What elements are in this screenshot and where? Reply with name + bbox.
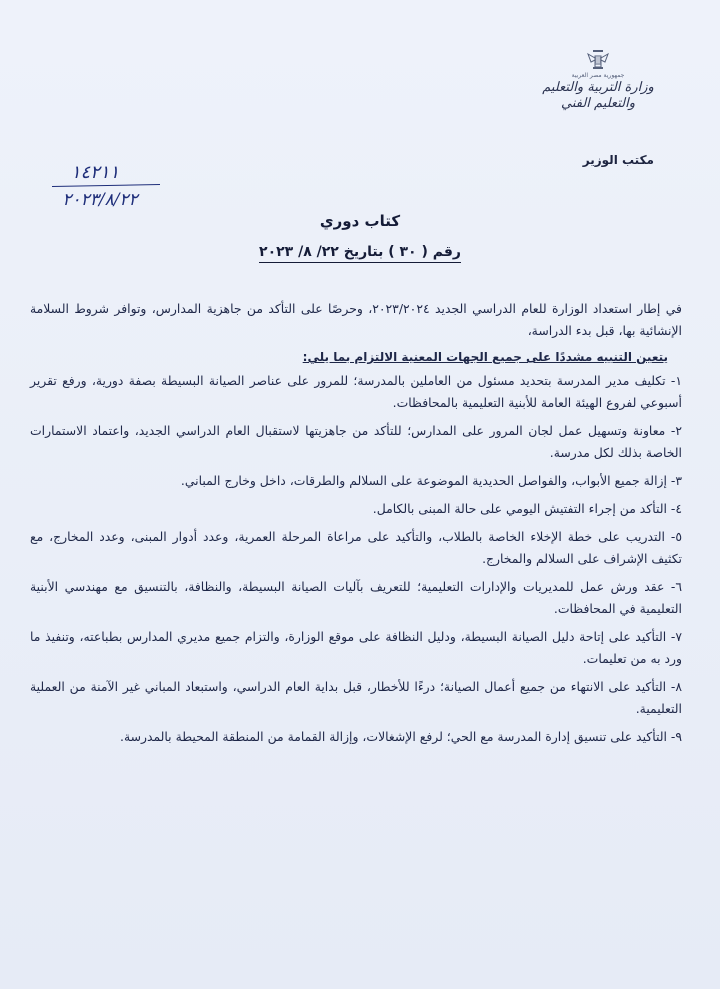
country-name: جمهورية مصر العربية [571,72,625,79]
list-item: ٢- معاونة وتسهيل عمل لجان المرور على المدارس؛ للتأكد من جاهزيتها لاستقبال العام الدراسي الجديد، واعتماد الاستمارات الخاصة بذلك لكل مدرسة. [30,423,682,460]
intro-paragraph: في إطار استعداد الوزارة للعام الدراسي الجديد ٢٠٢٣/٢٠٢٤، وحرصًا على التأكد من جاهزية المدارس، وتوافر شروط السلامة الإنشائية بها، قبل بدء الدراسة، [30,301,682,338]
handwritten-reference [40,162,160,210]
document-body [30,298,682,754]
list-item: ١- تكليف مدير المدرسة بتحديد مسئول من العاملين بالمدرسة؛ للمرور على عناصر الصيانة البسيطة بصفة دورية، ورفع تقرير أسبوعي لفروع الهيئة العامة للأبنية التعليمية بالمحافظات. [30,373,682,410]
list-item: ٦- عقد ورش عمل للمديريات والإدارات التعليمية؛ للتعريف بآليات الصيانة البسيطة، والنظافة، بالتنسيق مع مهندسي الأبنية التعليمية في المحافظات. [30,579,682,616]
list-item: ٥- التدريب على خطة الإخلاء الخاصة بالطلاب، والتأكيد على مراعاة المرحلة العمرية، وعدد أدوار المبنى، وعدد المخارج، مع تكثيف الإشراف على السلالم والمخارج. [30,529,682,566]
handwritten-number: ١٤٢١١ [70,162,120,183]
eagle-emblem-icon [585,48,611,70]
list-item: ٨- التأكيد على الانتهاء من جميع أعمال الصيانة؛ درءًا للأخطار، قبل بداية العام الدراسي، واستبعاد المباني غير الآمنة من العملية التعليمية. [30,679,682,716]
instruction-heading: يتعين التنبيه مشددًا على جميع الجهات المعنية الالتزام بما يلي: [302,350,668,364]
minister-office-label: مكتب الوزير [582,153,654,167]
reference-line [0,244,720,260]
list-item: ٤- التأكد من إجراء التفتيش اليومي على حالة المبنى بالكامل. [372,501,682,516]
reference-number-date: رقم ( ٣٠ ) بتاريخ ٢٢/ ٨/ ٢٠٢٣ [259,244,461,263]
list-item: ٩- التأكيد على تنسيق إدارة المدرسة مع الحي؛ لرفع الإشغالات، وإزالة القمامة من المنطقة المحيطة بالمدرسة. [120,729,682,744]
ministry-header [538,48,658,112]
list-item: ٧- التأكيد على إتاحة دليل الصيانة البسيطة، ودليل النظافة على موقع الوزارة، والتزام جميع مديري المدارس بطباعته، وتنفيذ ما ورد به من تعليمات. [30,629,682,666]
list-item: ٣- إزالة جميع الأبواب، والفواصل الحديدية الموضوعة على السلالم والطرقات، داخل وخارج المباني. [180,473,682,488]
document-title: كتاب دوري [319,212,401,230]
ministry-name: وزارة التربية والتعليم والتعليم الفني [542,80,654,111]
handwritten-underline [52,184,160,187]
handwritten-date: ٢٠٢٣/٨/٢٢ [62,190,138,210]
